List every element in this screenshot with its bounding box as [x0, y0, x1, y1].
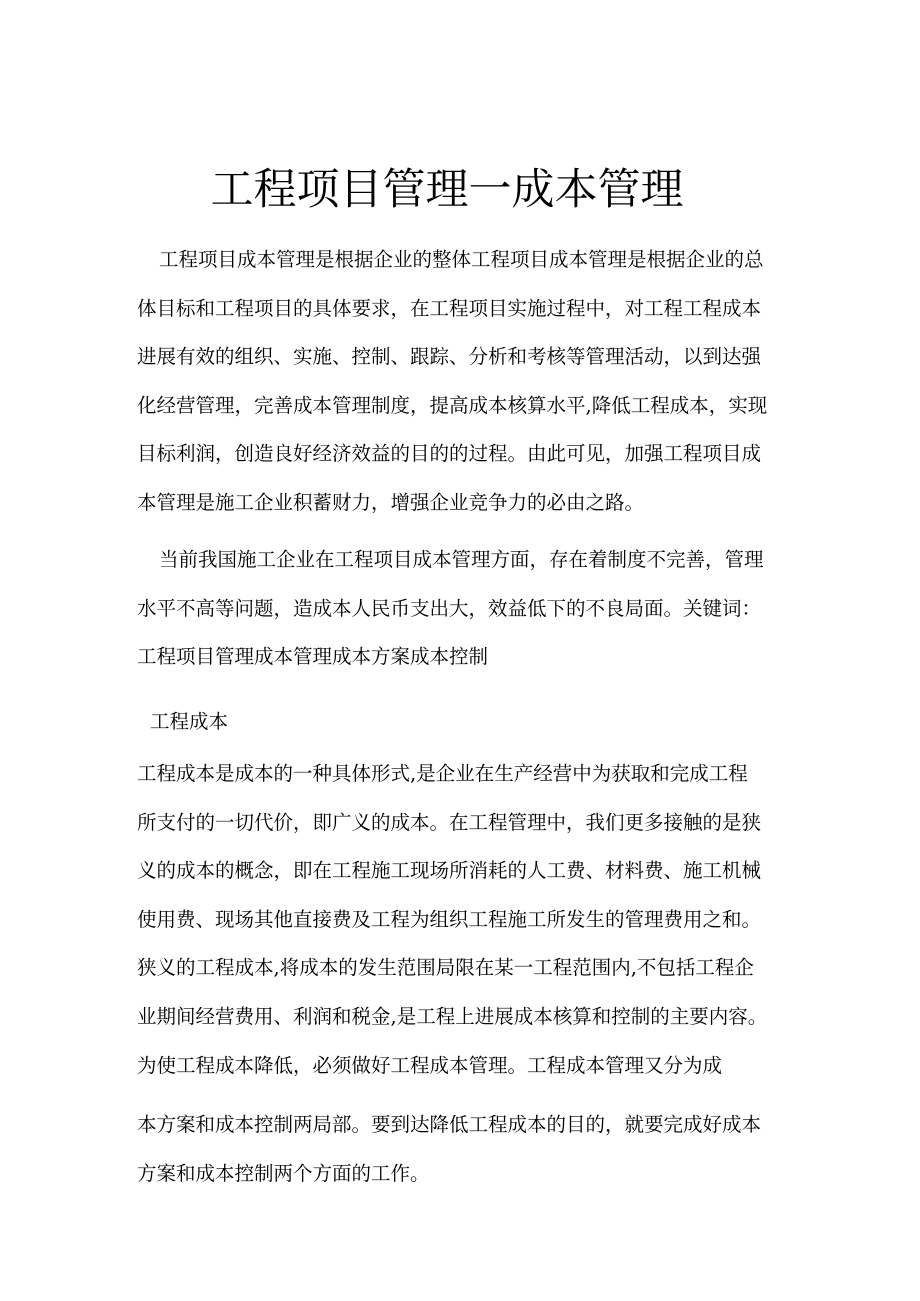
keywords-line: 工程项目管理成本管理成本方案成本控制 — [137, 645, 489, 669]
paragraph-line: 为使工程成本降低，必须做好工程成本管理。工程成本管理又分为成 — [137, 1053, 723, 1077]
section-heading: 工程成本 — [150, 710, 229, 733]
paragraph-line: 水平不高等问题，造成本人民币支出大，效益低下的不良局面。关键词： — [137, 596, 762, 620]
paragraph-line: 化经营管理，完善成本管理制度，提高成本核算水平,降低工程成本，实现 — [137, 393, 768, 417]
section-paragraph — [137, 750, 797, 1090]
paragraph-line: 进展有效的组织、实施、控制、跟踪、分析和考核等管理活动，以到达强 — [137, 345, 762, 369]
second-paragraph — [137, 536, 797, 682]
paragraph-line: 义的成本的概念，即在工程施工现场所消耗的人工费、材料费、施工机械 — [137, 859, 762, 883]
paragraph-line: 狭义的工程成本,将成本的发生范围局限在某一工程范围内,不包括工程企 — [137, 956, 754, 980]
paragraph-line: 工程项目成本管理是根据企业的整体工程项目成本管理是根据企业的总 — [159, 248, 764, 271]
paragraph-line: 当前我国施工企业在工程项目成本管理方面，存在着制度不完善，管理 — [159, 548, 764, 571]
paragraph-line: 工程成本是成本的一种具体形式,是企业在生产经营中为获取和完成工程 — [137, 762, 748, 785]
paragraph-line: 方案和成本控制两个方面的工作。 — [137, 1161, 430, 1185]
paragraph-line: 所支付的一切代价，即广义的成本。在工程管理中，我们更多接触的是狭 — [137, 810, 762, 834]
document-title: 工程项目管理一成本管理 — [210, 165, 684, 215]
paragraph-line: 本管理是施工企业积蓄财力，增强企业竞争力的必由之路。 — [137, 490, 645, 514]
paragraph-line: 业期间经营费用、利润和税金,是工程上进展成本核算和控制的主要内容。 — [137, 1004, 768, 1028]
final-paragraph — [137, 1101, 797, 1198]
paragraph-line: 本方案和成本控制两局部。要到达降低工程成本的目的，就要完成好成本 — [137, 1113, 762, 1136]
paragraph-line: 体目标和工程项目的具体要求，在工程项目实施过程中，对工程工程成本 — [137, 296, 762, 320]
paragraph-line: 使用费、现场其他直接费及工程为组织工程施工所发生的管理费用之和。 — [137, 907, 762, 931]
intro-paragraph — [137, 236, 797, 528]
paragraph-line: 目标利润，创造良好经济效益的目的的过程。由此可见，加强工程项目成 — [137, 442, 762, 466]
